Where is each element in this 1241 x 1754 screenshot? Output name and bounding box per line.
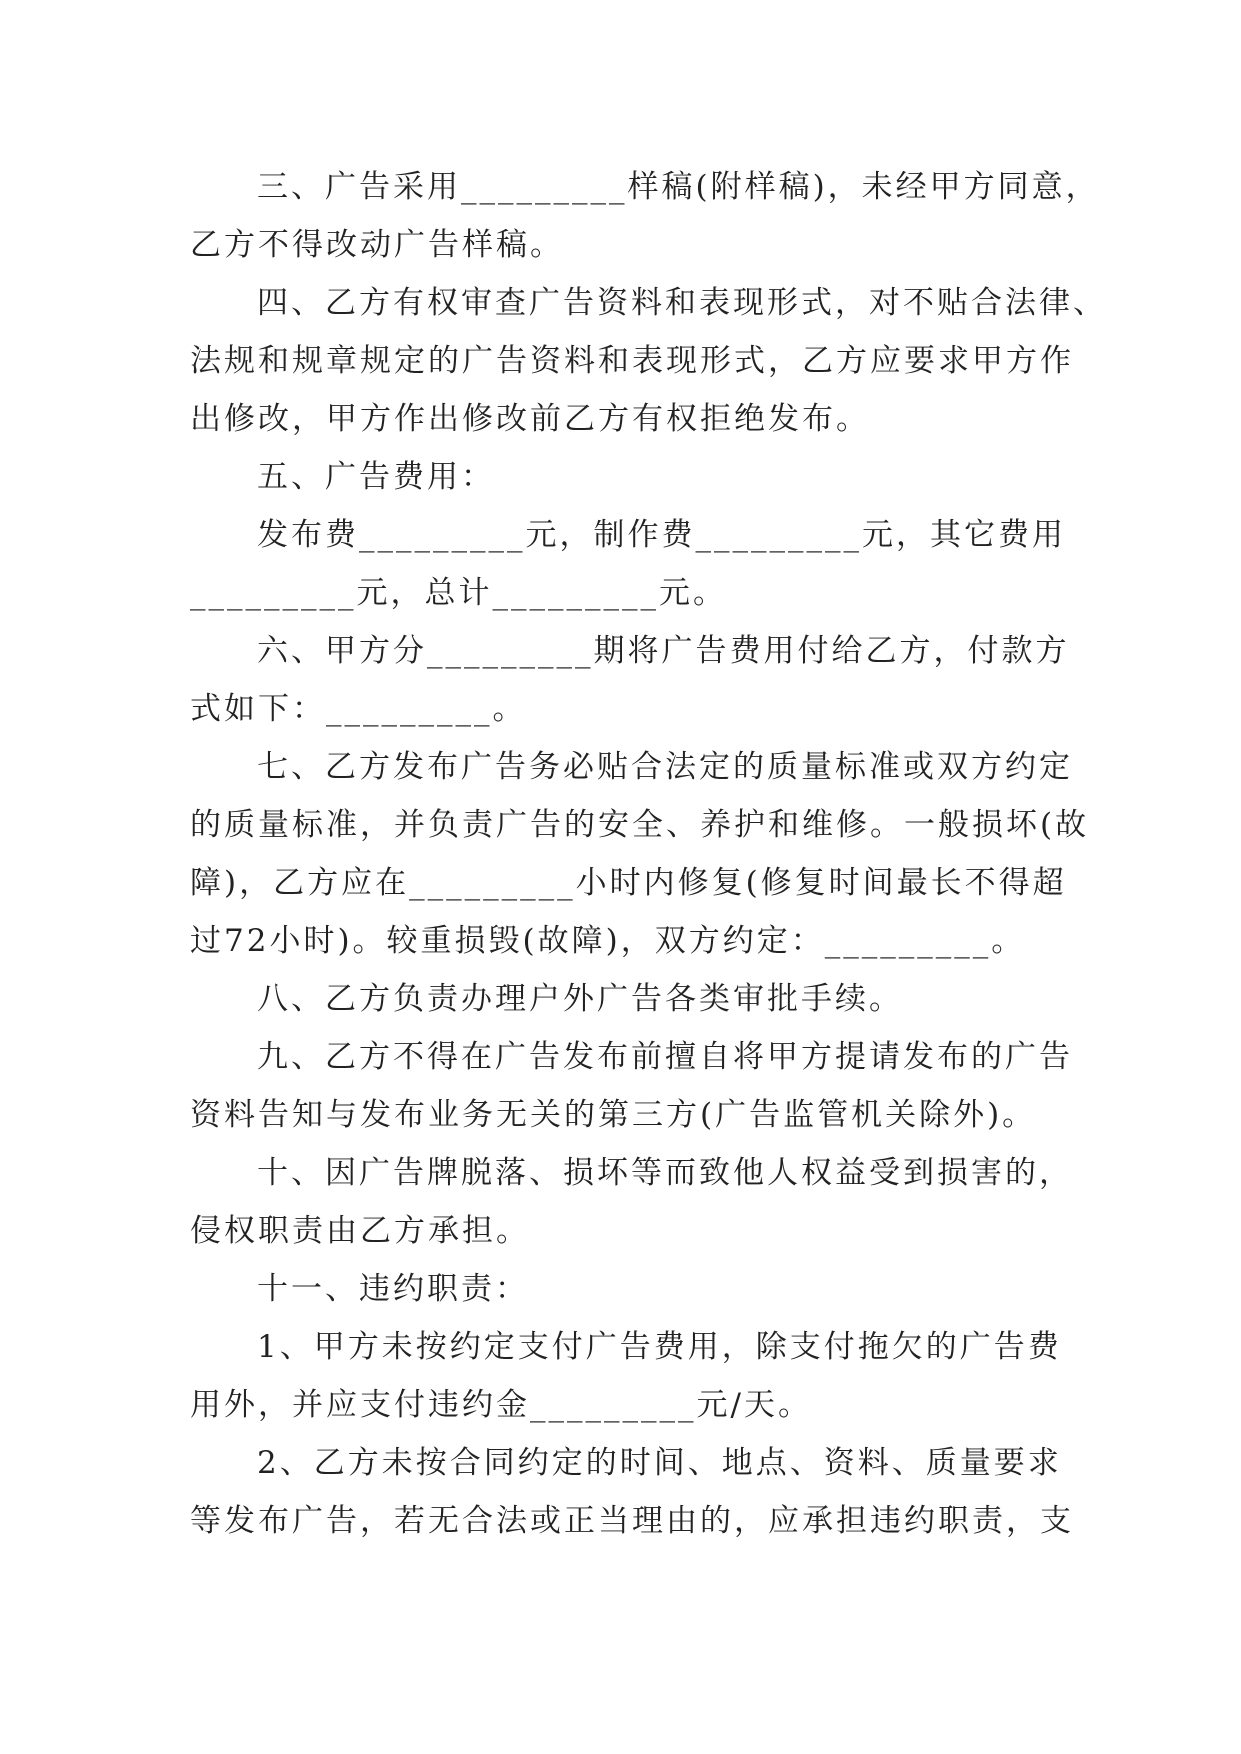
clause-10-line-1: 十、因广告牌脱落、损坏等而致他人权益受到损害的，: [257, 1155, 1073, 1191]
clause-5-fees-line-1: 发布费_________元，制作费_________元，其它费用: [257, 517, 1066, 553]
clause-7-line-4: 过72小时)。较重损毁(故障)，双方约定：_________。: [190, 923, 1026, 959]
clause-6-line-2: 式如下：_________。: [190, 691, 527, 727]
clause-10-line-2: 侵权职责由乙方承担。: [190, 1213, 530, 1249]
clause-11-item-1-line-1: 1、甲方未按约定支付广告费用，除支付拖欠的广告费: [257, 1329, 1062, 1365]
clause-6-line-1: 六、甲方分_________期将广告费用付给乙方，付款方: [257, 633, 1070, 669]
clause-7-line-1: 七、乙方发布广告务必贴合法定的质量标准或双方约定: [257, 749, 1073, 785]
clause-11-item-2-line-1: 2、乙方未按合同约定的时间、地点、资料、质量要求: [257, 1445, 1062, 1481]
clause-11-item-2-line-2: 等发布广告，若无合法或正当理由的，应承担违约职责，支: [190, 1503, 1074, 1539]
clause-7-line-2: 的质量标准，并负责广告的安全、养护和维修。一般损坏(故: [190, 807, 1090, 843]
clause-8-line-1: 八、乙方负责办理户外广告各类审批手续。: [257, 981, 903, 1017]
clause-3-line-1: 三、广告采用_________样稿(附样稿)，未经甲方同意，: [257, 169, 1100, 205]
clause-11-item-1-line-2: 用外，并应支付违约金_________元/天。: [190, 1387, 812, 1423]
clause-4-line-3: 出修改，甲方作出修改前乙方有权拒绝发布。: [190, 401, 870, 437]
clause-9-line-2: 资料告知与发布业务无关的第三方(广告监管机关除外)。: [190, 1097, 1037, 1133]
clause-4-line-1: 四、乙方有权审查广告资料和表现形式，对不贴合法律、: [257, 285, 1107, 321]
clause-3-line-2: 乙方不得改动广告样稿。: [190, 227, 564, 263]
clause-4-line-2: 法规和规章规定的广告资料和表现形式，乙方应要求甲方作: [190, 343, 1074, 379]
clause-9-line-1: 九、乙方不得在广告发布前擅自将甲方提请发布的广告: [257, 1039, 1073, 1075]
clause-5-heading: 五、广告费用：: [257, 459, 495, 495]
clause-5-fees-line-2: _________元，总计_________元。: [190, 575, 727, 611]
clause-11-heading: 十一、违约职责：: [257, 1271, 529, 1307]
clause-7-line-3: 障)，乙方应在_________小时内修复(修复时间最长不得超: [190, 865, 1067, 901]
